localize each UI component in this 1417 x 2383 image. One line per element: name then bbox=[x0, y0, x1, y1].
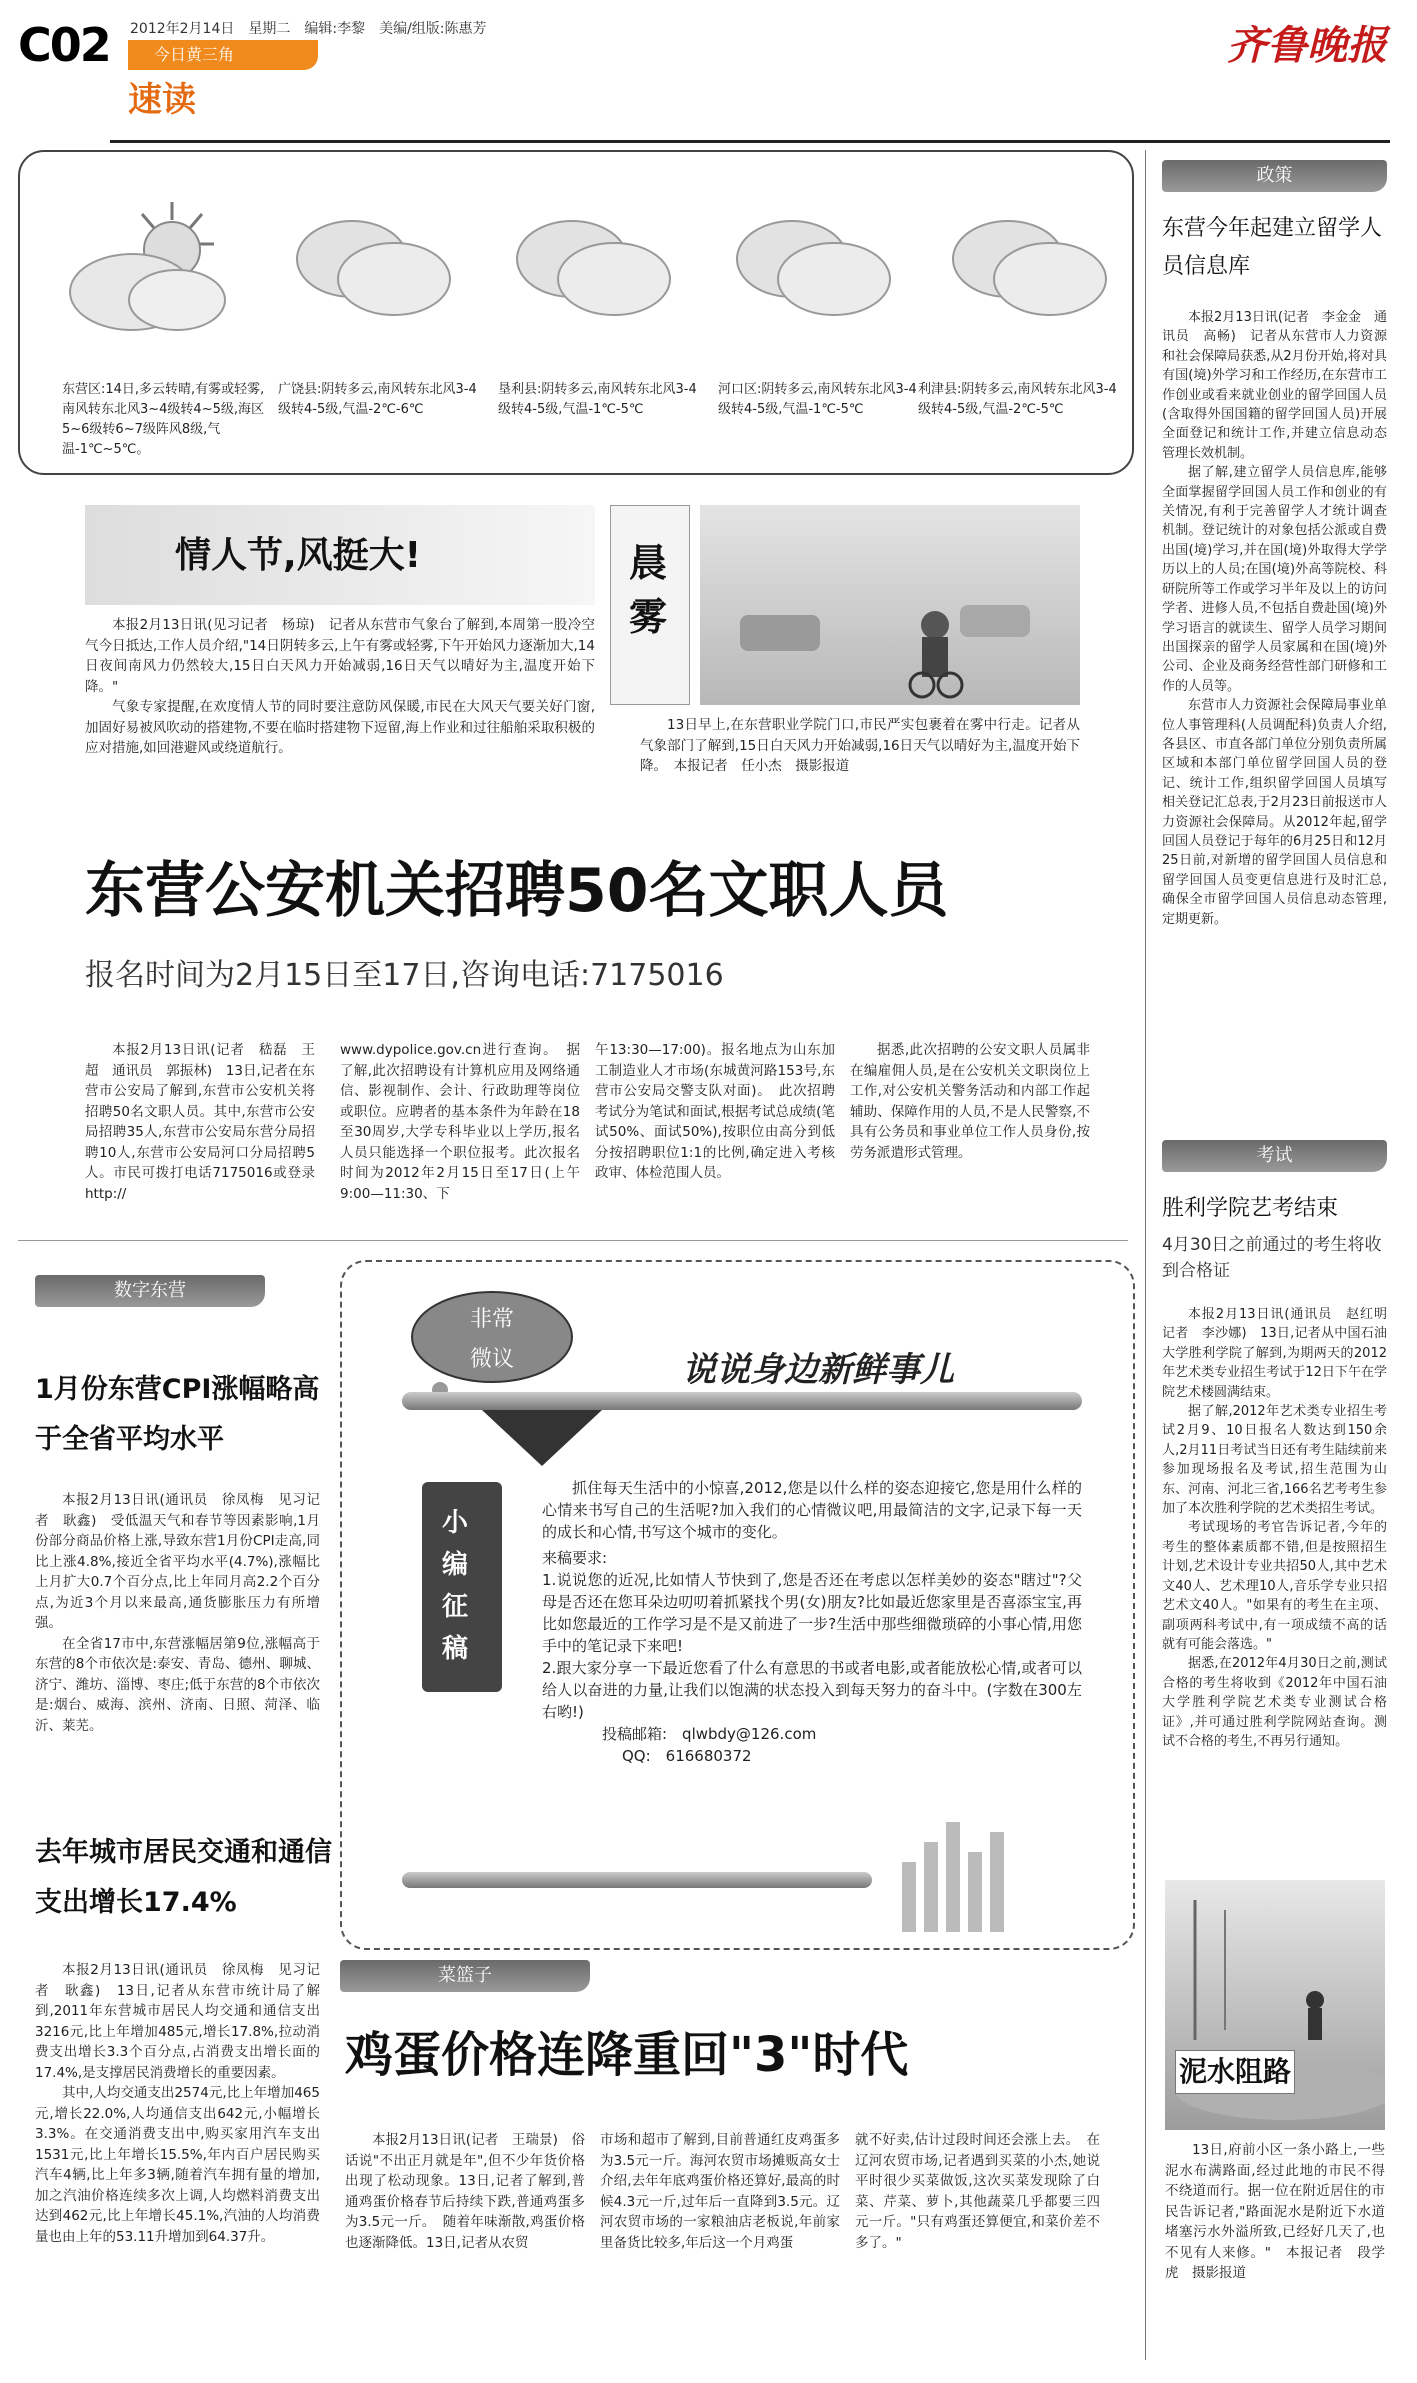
egg-col-3: 就不好卖,估计过段时间还会涨上去。 在辽河农贸市场,记者遇到买菜的小杰,她说平时很少买菜做饭,这次买菜发现除了白菜、芹菜、萝卜,其他蔬菜几乎都要三四元一斤。"只有鸡蛋还算便宜,和菜价差不多了。" bbox=[855, 2132, 1100, 2251]
weather-text: 利津县:阴转多云,南风转东北风3-4级转4-5级,气温-2℃-5℃ bbox=[918, 382, 1117, 417]
traffic-article bbox=[35, 1960, 320, 2247]
decorative-bars bbox=[902, 1822, 1042, 1932]
cpi-para-2: 在全省17市中,东营涨幅居第9位,涨幅高于东营的8个市依次是:泰安、青岛、德州、聊城、济宁、潍坊、淄博、枣庄;低于东营的8个市依次是:烟台、威海、滨州、济南、日照、菏泽、临沂、莱芜。 bbox=[35, 1635, 320, 1734]
cloud-icon bbox=[282, 197, 462, 337]
header-date: 2012年2月14日 星期二 编辑:李黎 美编/组版:陈惠芳 bbox=[130, 21, 487, 37]
call-headline: 说说身边新鲜事儿 bbox=[682, 1350, 954, 1390]
call-req-title: 来稿要求: bbox=[542, 1549, 608, 1567]
egg-bar: 菜篮子 bbox=[340, 1960, 590, 1992]
call-divider-bottom bbox=[402, 1872, 872, 1888]
cloud-icon bbox=[938, 197, 1118, 337]
call-text bbox=[542, 1477, 1082, 1767]
exam-subtitle: 4月30日之前通过的考生将收到合格证 bbox=[1162, 1235, 1382, 1281]
bar-4 bbox=[968, 1852, 982, 1932]
bar-5 bbox=[990, 1832, 1004, 1932]
arrow-down-icon bbox=[482, 1410, 602, 1470]
bar-3 bbox=[946, 1822, 960, 1932]
call-panel bbox=[340, 1260, 1135, 1950]
fog-label-box bbox=[610, 505, 690, 705]
police-col-2: www.dypolice.gov.cn进行查询。 据了解,此次招聘设有计算机应用及网络通信、影视制作、会计、行政助理等岗位或职位。应聘者的基本条件为年龄在18至30周岁,大学专科毕业以上学历,报名人员只能选择一个职位报考。此次报名时间为2012年2月15日至17日(上午9:00—11:30、下 bbox=[340, 1042, 580, 1202]
section-tag: 今日黄三角 bbox=[128, 40, 318, 70]
weather-panel bbox=[18, 150, 1134, 475]
policy-para-3: 东营市人力资源社会保障局事业单位人事管理科(人员调配科)负责人介绍,各县区、市直各部门单位分别负责所属区域和本部门单位留学回国人员的登记、统计工作,组织留学回国人员填写相关登记汇总表,于2月23日前报送市人力资源社会保障局。从2012年起,留学回国人员登记于每年的6月25日和12月25日前,对新增的留学回国人员信息和留学回国人员变更信息进行及时汇总,确保全市留学回国人员信息动态管理,定期更新。 bbox=[1162, 698, 1387, 927]
traffic-title: 去年城市居民交通和通信支出增长17.4% bbox=[35, 1837, 332, 1918]
weather-text: 河口区:阴转多云,南风转东北风3-4级转4-5级,气温-1℃-5℃ bbox=[718, 382, 917, 417]
cloud-icon bbox=[502, 197, 682, 337]
weather-item-lijin bbox=[918, 380, 1128, 420]
weather-text: 东营区:14日,多云转晴,有雾或轻雾,南风转东北风3~4级转4~5级,海区5~6级转6~7级阵风8级,气温-1℃~5℃。 bbox=[62, 382, 265, 457]
egg-col-1: 本报2月13日讯(记者 王瑞景) 俗话说"不出正月就是年",但不少年货价格出现了松动现象。13日,记者了解到,普通鸡蛋价格春节后持续下跌,普通鸡蛋多为3.5元一斤。 随着年味渐散,鸡蛋价格也逐渐降低。13日,记者从农贸 bbox=[345, 2132, 585, 2251]
exam-title: 胜利学院艺考结束 bbox=[1162, 1196, 1339, 1221]
exam-para-4: 据悉,在2012年4月30日之前,测试合格的考生将收到《2012年中国石油大学胜利学院艺术类专业测试合格证》,并可通过胜利学院网站查询。测试不合格的考生,不再另行通知。 bbox=[1162, 1656, 1387, 1749]
egg-col-2: 市场和超市了解到,目前普通红皮鸡蛋多为3.5元一斤。海河农贸市场摊贩高女士介绍,去年年底鸡蛋价格还算好,最高的时候4.3元一斤,过年后一直降到3.5元。辽河农贸市场的一家粮油店老板说,年前家里备货比较多,年后这一个月鸡蛋 bbox=[600, 2132, 840, 2251]
policy-title: 东营今年起建立留学人员信息库 bbox=[1162, 216, 1383, 279]
mud-photo bbox=[1165, 1880, 1385, 2130]
bubble-text-1: 非常 bbox=[469, 1307, 514, 1332]
header-divider bbox=[110, 140, 1390, 143]
call-req-1: 1.说说您的近况,比如情人节快到了,您是否还在考虑以怎样美妙的姿态"瞎过"?父母是否还在您耳朵边叨叨着抓紧找个男(女)朋友?比如最近您家里是否喜添宝宝,再比如您最近的工作学习是不是又前进了一步?生活中那些细微琐碎的小事心情,用您手中的笔记录下来吧! bbox=[542, 1571, 1082, 1655]
weather-text: 垦利县:阴转多云,南风转东北风3-4级转4-5级,气温-1℃-5℃ bbox=[498, 382, 697, 417]
exam-para-1: 本报2月13日讯(通讯员 赵红明 记者 李沙娜) 13日,记者从中国石油大学胜利学院了解到,为期两天的2012年艺术类专业招生考试于12日下午在学院艺术楼圆满结束。 bbox=[1162, 1307, 1401, 1400]
call-qq: QQ: 616680372 bbox=[622, 1747, 752, 1765]
exam-para-3: 考试现场的考官告诉记者,今年的考生的整体素质都不错,但是按照招生计划,艺术设计专业共招50人,其中艺术文40人、艺术理10人,音乐学专业只招艺术文40人。"如果有的考生在主项、副项两科考试中,有一项成绩不高的话就有可能会落选。" bbox=[1162, 1520, 1387, 1652]
call-req-2: 2.跟大家分享一下最近您看了什么有意思的书或者电影,或者能放松心情,或者可以给人以奋进的力量,让我们以饱满的状态投入到每天努力的奋斗中。(字数在300左右哟!) bbox=[542, 1659, 1082, 1721]
egg-title: 鸡蛋价格连降重回"3"时代 bbox=[345, 2027, 909, 2083]
policy-article bbox=[1162, 308, 1387, 929]
mud-label: 泥水阻路 bbox=[1175, 2050, 1295, 2094]
weather-item-guangrao bbox=[278, 380, 488, 420]
sun-cloud-icon bbox=[62, 192, 242, 342]
weather-item-dongying bbox=[62, 380, 272, 460]
cpi-article bbox=[35, 1490, 320, 1736]
section-title: 速读 bbox=[128, 80, 196, 120]
call-email: 投稿邮箱: qlwbdy@126.com bbox=[602, 1725, 817, 1743]
side-label: 小编征稿 bbox=[442, 1508, 469, 1664]
weather-text: 广饶县:阴转多云,南风转东北风3-4级转4-5级,气温-2℃-6℃ bbox=[278, 382, 477, 417]
cpi-para-1: 本报2月13日讯(通讯员 徐凤梅 见习记者 耿鑫) 受低温天气和春节等因素影响,1月份部分商品价格上涨,导致东营1月份CPI走高,同比上涨4.8%,接近全省平均水平(4.7%),涨幅比上月扩大0.7个百分点,比上年同月高2.2个百分点,为近3个月以来最高,通货膨胀压力有所增强。 bbox=[35, 1492, 320, 1631]
cloud-icon bbox=[722, 197, 902, 337]
police-col-3: 午13:30—17:00)。报名地点为山东加工制造业人才市场(东城黄河路153号,东营市公安局交警支队对面)。 此次招聘考试分为笔试和面试,根据考试总成绩(笔试50%、面试50%),按职位由高分到低分按招聘职位1:1的比例,确定进入考核政审、体检范围人员。 bbox=[595, 1042, 835, 1181]
weather-item-kenli bbox=[498, 380, 708, 420]
traffic-para-1: 本报2月13日讯(通讯员 徐凤梅 见习记者 耿鑫) 13日,记者从东营市统计局了解到,2011年东营城市居民人均交通和通信支出3216元,比上年增加485元,增长17.8%,拉动消费支出增长3.3个百分点,占消费支出增长面的17.4%,是支撑居民消费增长的重要因素。 bbox=[35, 1962, 320, 2081]
mud-caption: 13日,府前小区一条小路上,一些泥水布满路面,经过此地的市民不得不绕道而行。据一位在附近居住的市民告诉记者,"路面泥水是附近下水道堵塞污水外溢所致,已经好几天了,也不见有人来修。" 本报记者 段学虎 摄影报道 bbox=[1165, 2142, 1385, 2281]
wind-title-box bbox=[85, 505, 595, 605]
wind-para-1: 本报2月13日讯(见习记者 杨琼) 记者从东营市气象台了解到,本周第一股冷空气今日抵达,工作人员介绍,"14日阴转多云,上午有雾或轻雾,下午开始风力逐渐加大,14日夜间南风力仍然较大,15日白天风力开始减弱,16日天气以晴好为主,温度开始下降。" bbox=[85, 617, 595, 695]
police-subtitle: 报名时间为2月15日至17日,咨询电话:7175016 bbox=[85, 958, 724, 993]
bubble-text-2: 微议 bbox=[469, 1347, 514, 1372]
police-title: 东营公安机关招聘50名文职人员 bbox=[85, 856, 949, 926]
policy-bar: 政策 bbox=[1162, 160, 1387, 192]
wind-article bbox=[85, 615, 595, 759]
page-code: C02 bbox=[18, 18, 110, 72]
fog-caption: 13日早上,在东营职业学院门口,市民严实包裹着在雾中行走。记者从气象部门了解到,15日白天风力开始减弱,16日天气以晴好为主,温度开始下降。 本报记者 任小杰 摄影报道 bbox=[640, 717, 1080, 774]
fog-photo bbox=[700, 505, 1080, 705]
exam-article bbox=[1162, 1305, 1401, 1751]
bar-1 bbox=[902, 1862, 916, 1932]
cpi-title: 1月份东营CPI涨幅略高于全省平均水平 bbox=[35, 1374, 320, 1455]
call-divider bbox=[402, 1392, 1082, 1410]
newspaper-logo: 齐鲁晚报 bbox=[1227, 22, 1387, 69]
exam-para-2: 据了解,2012年艺术类专业招生考试2月9、10日报名人数达到150余人,2月11日考试当日还有考生陆续前来参加现场报名及考试,招生范围为山东、河南、河北三省,166名艺考考生参加了本次胜利学院的艺术类招生考试。 bbox=[1162, 1404, 1387, 1517]
bar-2 bbox=[924, 1842, 938, 1932]
police-col-1: 本报2月13日讯(记者 嵇磊 王超 通讯员 郭振林) 13日,记者在东营市公安局了解到,东营市公安机关将招聘50名文职人员。其中,东营市公安局招聘35人,东营市公安局东营分局招聘10人,东营市公安局河口分局招聘5人。市民可拨打电话7175016或登录http:// bbox=[85, 1042, 315, 1202]
digital-bar: 数字东营 bbox=[35, 1275, 265, 1307]
fog-label: 晨雾 bbox=[629, 541, 668, 639]
row-rule bbox=[18, 1240, 1128, 1241]
wind-para-2: 气象专家提醒,在欢度情人节的同时要注意防风保暖,市民在大风天气要关好门窗,加固好易被风吹动的搭建物,不要在临时搭建物下逗留,海上作业和过往船舶采取积极的应对措施,如回港避风或绕道航行。 bbox=[85, 699, 595, 756]
exam-bar: 考试 bbox=[1162, 1140, 1387, 1172]
side-label-box bbox=[422, 1482, 502, 1692]
wind-title: 情人节,风挺大! bbox=[175, 535, 422, 576]
weather-item-hekou bbox=[718, 380, 928, 420]
traffic-para-2: 其中,人均交通支出2574元,比上年增加465元,增长22.0%,人均通信支出642元,小幅增长3.3%。在交通消费支出中,购买家用汽车支出1531元,比上年增长15.5%,年内百户居民购买汽车4辆,比上年多3辆,随着汽车拥有量的增加,加之汽油价格连续多次上调,人均燃料消费支出达到462元,比上年增长45.1%,汽油的人均消费量也由上年的53.11升增加到64.37升。 bbox=[35, 2085, 320, 2245]
call-intro: 抓住每天生活中的小惊喜,2012,您是以什么样的姿态迎接它,您是用什么样的心情来书写自己的生活呢?加入我们的心情微议吧,用最简洁的文字,记录下每一天的成长和心情,书写这个城市的变化。 bbox=[542, 1479, 1082, 1541]
policy-para-1: 本报2月13日讯(记者 李金金 通讯员 高畅) 记者从东营市人力资源和社会保障局获悉,从2月份开始,将对具有国(境)外学习和工作经历,在东营市工作创业或看来就业创业的留学回国人员(含取得外国国籍的留学回国人员)开展全面登记和统计工作,并建立信息动态管理长效机制。 bbox=[1162, 310, 1387, 461]
column-rule bbox=[1145, 150, 1146, 2360]
police-col-4: 据悉,此次招聘的公安文职人员属非在编雇佣人员,是在公安机关文职岗位上工作,对公安机关警务活动和内部工作起辅助、保障作用的人员,不是人民警察,不具有公务员和事业单位工作人员身份,按劳务派遣形式管理。 bbox=[850, 1042, 1090, 1161]
policy-para-2: 据了解,建立留学人员信息库,能够全面掌握留学回国人员工作和创业的有关情况,有利于完善留学人才统计调查机制。登记统计的对象包括公派或自费出国(境)学习,并在国(境)外取得大学学历以上的人员;在国(境)外高等院校、科研院所等工作或学习半年及以上的访问学者、进修人员,不包括自费赴国(境)外学习语言的就读生、留学人员学习期间出国探亲的留学人员家属和在国(境)外公司、企业及商务经营性部门研修和工作的人员等。 bbox=[1162, 465, 1387, 694]
